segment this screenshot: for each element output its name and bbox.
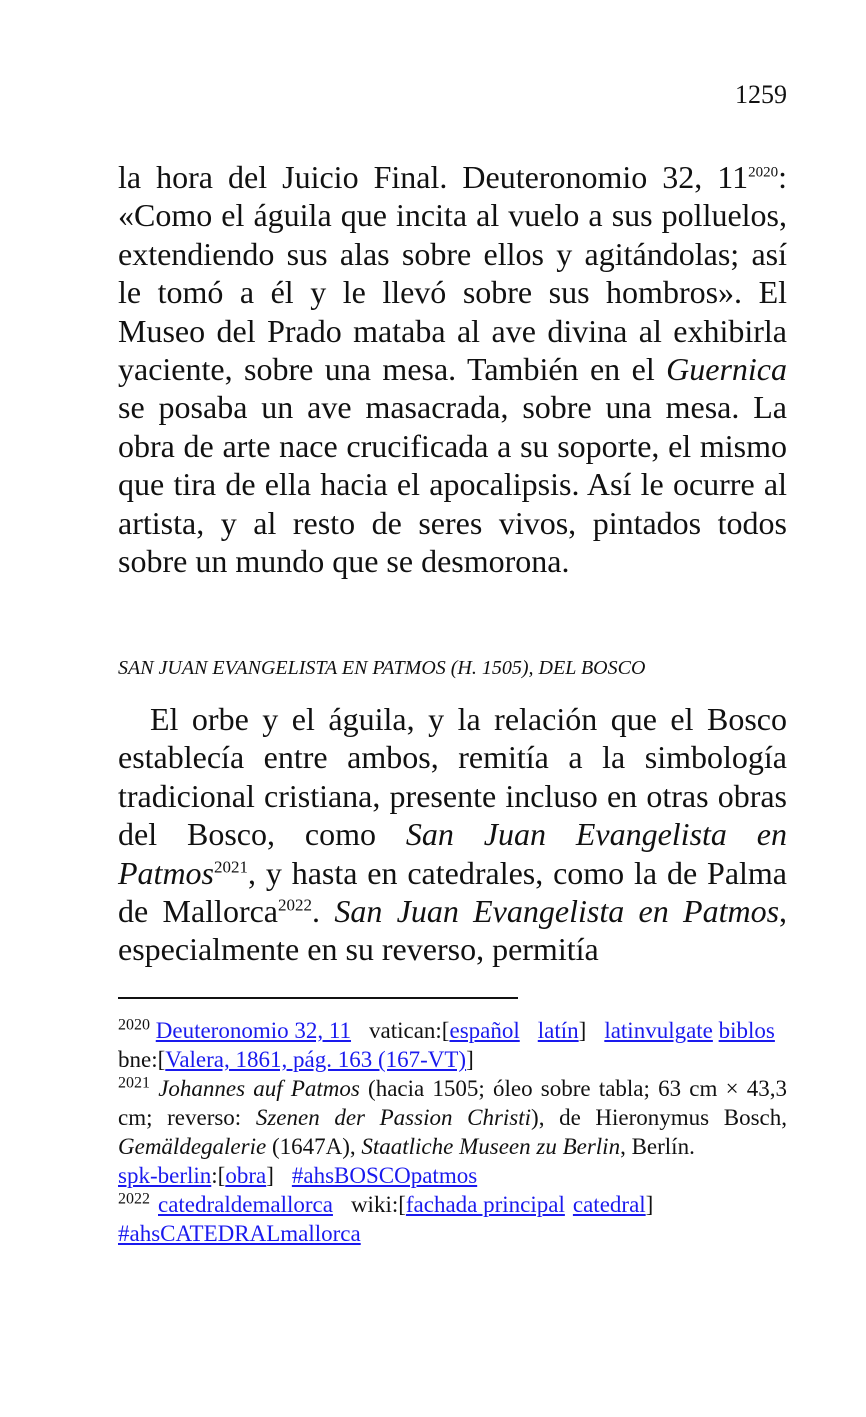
footnote-2022 (118, 1190, 787, 1219)
text-run: (1647A), (266, 1134, 362, 1159)
footnote-separator (118, 997, 518, 999)
footnote-number: 2022 (118, 1190, 150, 1208)
body-paragraph-1 (118, 158, 787, 580)
link-valera[interactable]: Valera, 1861, pág. 163 (167-VT) (165, 1047, 467, 1072)
footnote-ref-2020[interactable]: 2020 (748, 164, 779, 181)
bne-prefix: bne:[ (118, 1047, 166, 1072)
vatican-prefix: vatican:[ (369, 1018, 450, 1043)
link-spk-berlin[interactable]: spk-berlin (118, 1163, 212, 1188)
wiki-close: ] (645, 1192, 654, 1217)
link-catedraldemallorca[interactable]: catedraldemallorca (158, 1192, 333, 1217)
page-number: 1259 (735, 80, 787, 109)
italic-johannes: Johannes auf Patmos (158, 1076, 360, 1101)
italic-title-san-juan-2: San Juan Evangelista en Patmos (334, 893, 780, 930)
text-run: , Berlín. (620, 1134, 695, 1159)
footnote-2020-bne (118, 1045, 787, 1074)
italic-title-guernica: Guernica (666, 351, 787, 388)
italic-gemaldegalerie: Gemäldegalerie (118, 1134, 267, 1159)
italic-staatliche: Staatliche Museen zu Berlin (361, 1134, 621, 1159)
footnote-2020 (118, 1016, 787, 1045)
link-hashtag-catedral[interactable]: #ahsCATEDRALmallorca (118, 1221, 361, 1246)
bne-close: ] (466, 1047, 474, 1072)
footnote-number: 2020 (118, 1016, 150, 1034)
body-paragraph-2 (118, 700, 787, 969)
text-run: . (312, 893, 335, 930)
text-run: El orbe y el águila, y la relación que el Bosco establecía entre ambos, remitía a la simbología tradicional cristiana, presente incluso en otras obras del Bosco, como (118, 701, 787, 853)
footnote-2021-links (118, 1161, 787, 1190)
link-catedral[interactable]: catedral (572, 1192, 646, 1217)
footnote-2022-hashtag (118, 1219, 787, 1248)
link-deuteronomio[interactable]: Deuteronomio 32, 11 (155, 1018, 352, 1043)
spk-close: ] (266, 1163, 274, 1188)
text-run: (hacia 1505; óleo sobre tabla; 63 cm × 43,3 cm; reverso: (118, 1076, 788, 1130)
italic-title-san-juan: San Juan Evangelista en Patmos (118, 816, 788, 891)
footnote-number: 2021 (118, 1074, 150, 1092)
text-run: : «Como el águila que incita al vuelo a sus polluelos, extendiendo sus alas sobre ellos y agitándolas; así le tomó a él y le llevó sobre sus hombros». El Museo del Prado mataba al ave divina al exhibirla yaciente, sobre una mesa. También en el (118, 159, 787, 388)
text-run: , especialmente en su reverso, permitía (118, 893, 788, 968)
footnote-2021 (118, 1074, 787, 1161)
footnote-ref-2022[interactable]: 2022 (278, 895, 313, 915)
link-hashtag-bosco[interactable]: #ahsBOSCOpatmos (291, 1163, 478, 1188)
text-run: , y hasta en catedrales, como la de Palma de Mallorca (118, 854, 787, 930)
link-obra[interactable]: obra (225, 1163, 267, 1188)
spk-mid: :[ (211, 1163, 226, 1188)
text-run: se posaba un ave masacrada, sobre una mesa. La obra de arte nace crucificada a su soporte, el mismo que tira de ella hacia el apocalipsis. Así le ocurre al artista, y al resto de seres vivos, pintados todos sobre un mundo que se desmorona. (118, 389, 787, 580)
section-heading: SAN JUAN EVANGELISTA EN PATMOS (H. 1505), DEL BOSCO (118, 657, 646, 679)
wiki-prefix: wiki:[ (350, 1192, 406, 1217)
link-espanol[interactable]: español (449, 1018, 520, 1043)
text-run: la hora del Juicio Final. Deuteronomio 32, 11 (118, 159, 749, 195)
text-run: ), de Hieronymus Bosch, (531, 1105, 788, 1130)
link-fachada-principal[interactable]: fachada principal (405, 1192, 565, 1217)
italic-szenen: Szenen der Passion Christi (255, 1105, 532, 1130)
footnotes (118, 1016, 787, 1248)
link-biblos[interactable]: biblos (718, 1018, 775, 1043)
link-latin[interactable]: latín (537, 1018, 579, 1043)
footnote-ref-2021[interactable]: 2021 (214, 856, 248, 876)
link-latinvulgate[interactable]: latinvulgate (604, 1018, 713, 1043)
bracket-close: ] (578, 1018, 587, 1043)
